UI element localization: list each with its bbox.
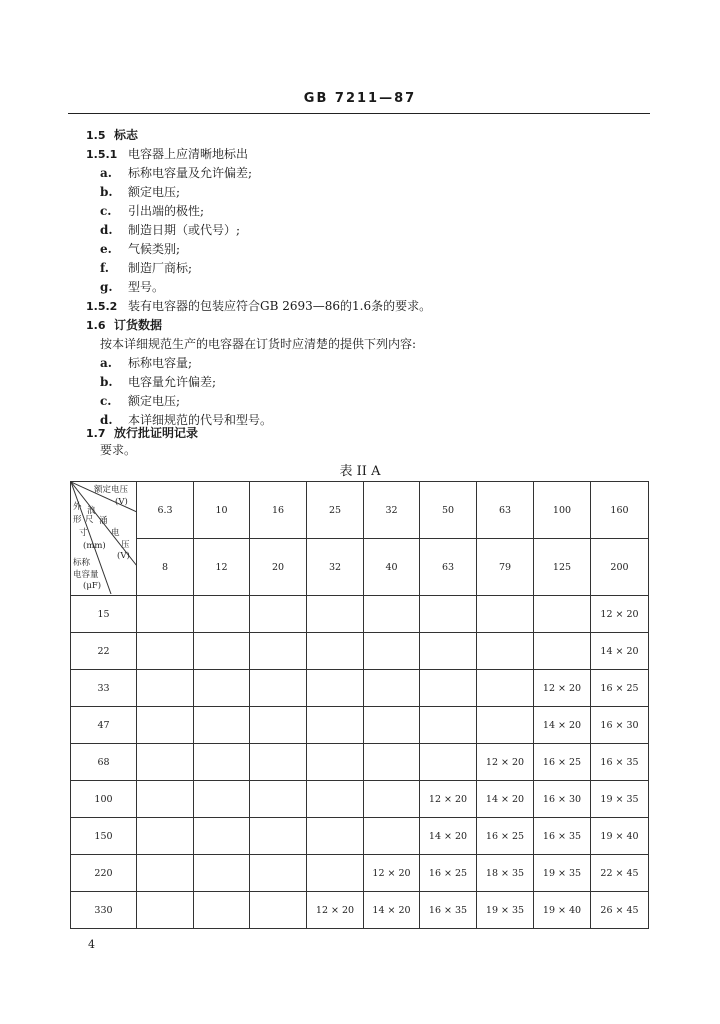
size-cell [364, 744, 420, 781]
capacitance-cell: 220 [71, 855, 137, 892]
list-item [100, 260, 192, 276]
surge-voltage-cell: 20 [250, 539, 307, 596]
corner-unit-uf: (μF) [83, 581, 102, 591]
section-1-7 [86, 425, 198, 442]
size-cell: 14 × 20 [534, 707, 591, 744]
size-cell [364, 707, 420, 744]
table-body [71, 596, 649, 929]
item-label: b. [100, 185, 113, 199]
section-text: 要求。 [100, 443, 137, 457]
size-cell [364, 781, 420, 818]
size-cell [137, 633, 194, 670]
size-cell [420, 633, 477, 670]
rated-voltage-cell: 160 [591, 482, 649, 539]
item-text: 标称电容量及允许偏差; [128, 166, 253, 180]
size-cell [364, 633, 420, 670]
size-cell [364, 596, 420, 633]
size-cell [137, 707, 194, 744]
table-row [71, 855, 649, 892]
item-label: a. [100, 356, 112, 370]
size-cell [307, 781, 364, 818]
item-text: 型号。 [128, 280, 165, 294]
size-cell [137, 781, 194, 818]
list-item [100, 184, 180, 200]
size-cell [137, 670, 194, 707]
size-cell: 16 × 35 [420, 892, 477, 929]
size-cell: 14 × 20 [477, 781, 534, 818]
item-text: 本详细规范的代号和型号。 [128, 413, 273, 427]
capacitance-cell: 330 [71, 892, 137, 929]
surge-voltage-cell: 125 [534, 539, 591, 596]
list-item [100, 355, 192, 371]
size-cell [307, 596, 364, 633]
size-cell [477, 596, 534, 633]
corner-size: 尺 [85, 515, 94, 525]
size-cell [477, 707, 534, 744]
section-number: 1.7 [86, 427, 106, 440]
size-cell: 12 × 20 [534, 670, 591, 707]
size-cell [307, 670, 364, 707]
size-cell: 22 × 45 [591, 855, 649, 892]
section-1-5-2 [86, 298, 431, 315]
table-row [71, 892, 649, 929]
surge-voltage-cell: 32 [307, 539, 364, 596]
size-cell [137, 818, 194, 855]
table-row [71, 633, 649, 670]
section-text: 电容器上应清晰地标出 [128, 147, 249, 161]
size-cell [307, 707, 364, 744]
corner-shape: 形 [73, 515, 82, 525]
size-cell: 16 × 35 [534, 818, 591, 855]
size-cell: 19 × 35 [534, 855, 591, 892]
size-cell [307, 818, 364, 855]
corner-capacity: 电容量 [73, 570, 99, 580]
surge-voltage-cell: 79 [477, 539, 534, 596]
size-cell [137, 892, 194, 929]
capacitance-cell: 47 [71, 707, 137, 744]
corner-flow: 涌 [99, 516, 108, 526]
size-cell: 16 × 30 [591, 707, 649, 744]
size-cell [194, 633, 250, 670]
item-label: g. [100, 280, 113, 294]
size-cell [477, 670, 534, 707]
item-text: 引出端的极性; [128, 204, 205, 218]
rated-voltage-cell: 25 [307, 482, 364, 539]
section-1-6 [86, 317, 162, 334]
item-text: 电容量允许偏差; [128, 375, 217, 389]
size-cell [194, 892, 250, 929]
item-text: 气候类别; [128, 242, 181, 256]
size-cell [250, 670, 307, 707]
surge-voltage-cell: 200 [591, 539, 649, 596]
table-row [71, 670, 649, 707]
section-number: 1.5.1 [86, 148, 118, 161]
document-header: GB 7211—87 [303, 91, 417, 106]
table-caption: 表 II A [339, 464, 381, 479]
corner-unit-mm: (mm) [83, 541, 106, 551]
size-cell [534, 633, 591, 670]
size-cell [250, 744, 307, 781]
table-row [71, 707, 649, 744]
size-cell [307, 633, 364, 670]
item-label: d. [100, 223, 113, 237]
size-cell [137, 855, 194, 892]
list-item [100, 165, 252, 181]
section-title: 订货数据 [114, 318, 163, 332]
size-cell: 14 × 20 [420, 818, 477, 855]
size-cell [250, 633, 307, 670]
rated-voltage-cell: 16 [250, 482, 307, 539]
corner-nominal: 标称 [73, 558, 91, 568]
rated-voltage-cell: 10 [194, 482, 250, 539]
size-cell: 19 × 40 [591, 818, 649, 855]
corner-surge: 浪 [87, 506, 96, 516]
item-label: f. [100, 261, 109, 275]
surge-voltage-cell: 12 [194, 539, 250, 596]
size-cell [420, 707, 477, 744]
item-label: e. [100, 242, 112, 256]
size-cell [250, 781, 307, 818]
item-label: c. [100, 204, 112, 218]
header-corner-cell [71, 482, 137, 596]
list-item [100, 374, 216, 390]
section-text: 按本详细规范生产的电容器在订货时应清楚的提供下列内容: [100, 337, 417, 351]
size-cell [420, 670, 477, 707]
item-text: 额定电压; [128, 394, 181, 408]
size-cell: 12 × 20 [477, 744, 534, 781]
item-label: c. [100, 394, 112, 408]
corner-rated-voltage: 额定电压 [94, 485, 129, 495]
item-text: 制造厂商标; [128, 261, 193, 275]
size-cell [364, 818, 420, 855]
size-cell [194, 855, 250, 892]
size-cell: 16 × 25 [477, 818, 534, 855]
item-text: 额定电压; [128, 185, 181, 199]
size-cell [250, 892, 307, 929]
size-cell: 16 × 25 [534, 744, 591, 781]
surge-voltage-row [71, 539, 649, 596]
size-cell [137, 744, 194, 781]
section-title: 标志 [114, 128, 139, 142]
size-cell [250, 855, 307, 892]
list-item [100, 279, 164, 295]
size-cell [250, 707, 307, 744]
table-row [71, 744, 649, 781]
rated-voltage-cell: 50 [420, 482, 477, 539]
section-number: 1.5.2 [86, 300, 118, 313]
size-cell: 14 × 20 [364, 892, 420, 929]
size-cell [250, 818, 307, 855]
size-cell: 12 × 20 [364, 855, 420, 892]
capacitance-cell: 33 [71, 670, 137, 707]
list-item [100, 241, 180, 257]
size-cell: 16 × 25 [591, 670, 649, 707]
size-cell [194, 781, 250, 818]
corner-inch: 寸 [79, 528, 88, 538]
size-cell [420, 744, 477, 781]
capacitance-cell: 68 [71, 744, 137, 781]
table-row [71, 596, 649, 633]
corner-outer: 外 [73, 502, 82, 512]
corner-elec: 电 [111, 528, 120, 538]
size-cell [364, 670, 420, 707]
section-number: 1.5 [86, 129, 106, 142]
surge-voltage-cell: 63 [420, 539, 477, 596]
size-cell: 12 × 20 [591, 596, 649, 633]
size-cell [194, 707, 250, 744]
section-title: 放行批证明记录 [114, 426, 199, 440]
item-label: a. [100, 166, 112, 180]
surge-voltage-cell: 40 [364, 539, 420, 596]
size-cell [194, 670, 250, 707]
capacitance-cell: 100 [71, 781, 137, 818]
rated-voltage-row [71, 482, 649, 539]
capacitance-cell: 150 [71, 818, 137, 855]
size-cell: 19 × 35 [477, 892, 534, 929]
item-label: b. [100, 375, 113, 389]
size-cell: 18 × 35 [477, 855, 534, 892]
list-item [100, 222, 240, 238]
section-1-5 [86, 127, 138, 144]
rated-voltage-cell: 63 [477, 482, 534, 539]
size-cell [534, 596, 591, 633]
item-text: 标称电容量; [128, 356, 193, 370]
size-cell [137, 596, 194, 633]
dimension-table [70, 481, 649, 929]
section-text: 装有电容器的包装应符合GB 2693—86的1.6条的要求。 [128, 299, 432, 313]
size-cell [307, 855, 364, 892]
size-cell [250, 596, 307, 633]
capacitance-cell: 22 [71, 633, 137, 670]
size-cell: 26 × 45 [591, 892, 649, 929]
size-cell [194, 818, 250, 855]
size-cell: 19 × 40 [534, 892, 591, 929]
size-cell: 19 × 35 [591, 781, 649, 818]
corner-unit-v1: (V) [115, 497, 128, 507]
size-cell [194, 744, 250, 781]
size-cell: 12 × 20 [307, 892, 364, 929]
table-row [71, 781, 649, 818]
size-cell: 12 × 20 [420, 781, 477, 818]
capacitance-cell: 15 [71, 596, 137, 633]
table-row [71, 818, 649, 855]
page-number: 4 [88, 938, 95, 951]
rated-voltage-cell: 6.3 [137, 482, 194, 539]
section-1-5-1 [86, 146, 248, 163]
size-cell: 16 × 25 [420, 855, 477, 892]
size-cell [307, 744, 364, 781]
list-item [100, 393, 180, 409]
size-cell: 16 × 35 [591, 744, 649, 781]
size-cell [194, 596, 250, 633]
corner-unit-v2: (V) [117, 551, 130, 561]
size-cell: 16 × 30 [534, 781, 591, 818]
item-label: d. [100, 413, 113, 427]
surge-voltage-cell: 8 [137, 539, 194, 596]
size-cell [477, 633, 534, 670]
size-cell: 14 × 20 [591, 633, 649, 670]
rated-voltage-cell: 32 [364, 482, 420, 539]
list-item [100, 203, 204, 219]
section-number: 1.6 [86, 319, 106, 332]
size-cell [420, 596, 477, 633]
header-rule [68, 113, 650, 114]
rated-voltage-cell: 100 [534, 482, 591, 539]
corner-press: 压 [121, 540, 130, 550]
item-text: 制造日期（或代号）; [128, 223, 241, 237]
